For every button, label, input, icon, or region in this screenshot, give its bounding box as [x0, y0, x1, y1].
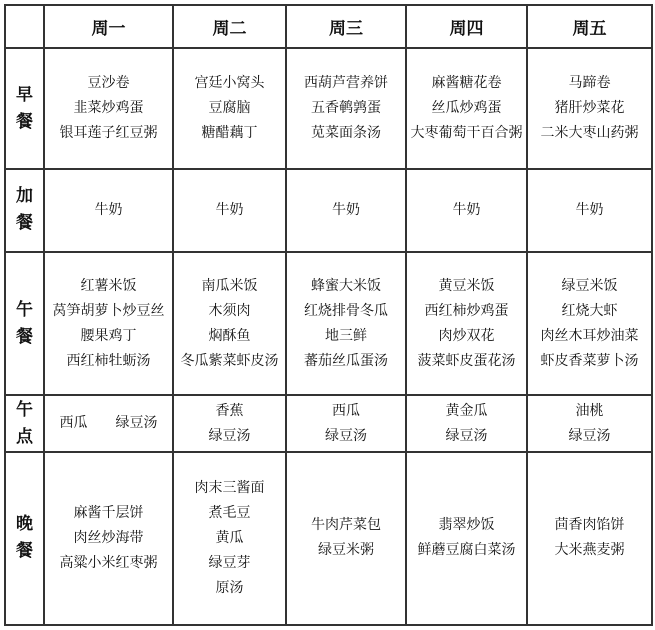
snack-pm-fri: [528, 396, 653, 452]
dish: 牛肉芹菜包: [311, 517, 381, 534]
dish: 绿豆汤: [208, 427, 251, 444]
meal-label-breakfast: 早 餐: [6, 49, 45, 170]
dish: 肉炒双花: [438, 327, 495, 344]
dish: 豆腐脑: [208, 100, 251, 117]
dinner-mon: [45, 453, 174, 626]
dinner-thu: [407, 453, 528, 626]
dish: 绿豆汤: [445, 427, 488, 444]
lunch-wed: [287, 253, 407, 397]
dish: 丝瓜炒鸡蛋: [431, 100, 502, 117]
day-header-wed: 周三: [287, 6, 407, 49]
snack-pm-tue: [174, 396, 287, 452]
dish: 银耳莲子红豆粥: [59, 125, 158, 142]
dish: 高粱小米红枣粥: [59, 554, 158, 571]
dish: 绿豆米饭: [561, 277, 618, 294]
snack-am-thu: [407, 170, 528, 253]
dish: 苋菜面条汤: [311, 125, 381, 142]
snack-am-fri: [528, 170, 653, 253]
dish: 麻酱糖花卷: [431, 75, 502, 92]
dish: 马蹄卷: [568, 75, 611, 92]
snack-pm-row: [6, 396, 653, 452]
corner-cell: [6, 6, 45, 49]
snack-pm-thu: [407, 396, 528, 452]
dinner-wed: [287, 453, 407, 626]
dish: 蕃茄丝瓜蛋汤: [304, 352, 388, 369]
snack-am-row: [6, 170, 653, 253]
dish: 肉丝炒海带: [73, 529, 144, 546]
lunch-thu: [407, 253, 528, 397]
dish: 牛奶: [452, 201, 481, 218]
day-header-thu: 周四: [407, 6, 528, 49]
dish: 二米大枣山药粥: [540, 125, 639, 142]
dish: 红烧排骨冬瓜: [304, 302, 388, 319]
dish: 菠菜虾皮蛋花汤: [417, 352, 516, 369]
day-header-mon: 周一: [45, 6, 174, 49]
dish: 西红柿炒鸡蛋: [424, 302, 509, 319]
dish: 西红柿牡蛎汤: [66, 352, 151, 369]
dish: 肉末三酱面: [194, 479, 265, 496]
breakfast-tue: [174, 49, 287, 170]
dish: 大米燕麦粥: [554, 542, 625, 559]
dish: 鲜蘑豆腐白菜汤: [417, 542, 516, 559]
dish: 大枣葡萄干百合粥: [410, 125, 523, 142]
snack-am-tue: [174, 170, 287, 253]
dish: 原汤: [215, 579, 244, 596]
dish: 红烧大虾: [561, 302, 618, 319]
lunch-row: [6, 253, 653, 397]
meal-label-lunch: 午 餐: [6, 253, 45, 397]
breakfast-row: [6, 49, 653, 170]
dish: 豆沙卷: [87, 75, 130, 92]
dish: 冬瓜紫菜虾皮汤: [180, 352, 279, 369]
dish: 香蕉: [215, 402, 244, 419]
breakfast-wed: [287, 49, 407, 170]
snack-pm-mon: [45, 396, 174, 452]
snack-am-mon: [45, 170, 174, 253]
lunch-mon: [45, 253, 174, 397]
snack-am-wed: [287, 170, 407, 253]
dinner-row: [6, 453, 653, 626]
dish: 西瓜: [59, 415, 88, 432]
dish: 牛奶: [575, 201, 604, 218]
dish: 虾皮香菜萝卜汤: [540, 352, 639, 369]
dish: 绿豆汤: [568, 427, 611, 444]
dish: 油桃: [575, 402, 604, 419]
dish: 茴香肉馅饼: [554, 517, 625, 534]
dish: 肉丝木耳炒油菜: [540, 327, 639, 344]
breakfast-mon: [45, 49, 174, 170]
dish: 翡翠炒饭: [438, 517, 495, 534]
dish: 蜂蜜大米饭: [311, 277, 381, 294]
dish: 煮毛豆: [208, 504, 251, 521]
dish: 地三鲜: [325, 327, 367, 344]
dish: 木须肉: [208, 302, 251, 319]
dish: 莴笋胡萝卜炒豆丝: [52, 302, 165, 319]
dish: 绿豆米粥: [318, 542, 374, 559]
lunch-tue: [174, 253, 287, 397]
snack-pm-wed: [287, 396, 407, 452]
dish: 牛奶: [94, 201, 123, 218]
dish: 西葫芦营养饼: [304, 75, 388, 92]
dish: 西瓜: [332, 402, 360, 419]
dish: 绿豆芽: [208, 554, 251, 571]
dish: 黄瓜: [215, 529, 244, 546]
dish: 麻酱千层饼: [73, 504, 144, 521]
dish: 黄金瓜: [445, 402, 488, 419]
dish: 糖醋藕丁: [201, 125, 258, 142]
dish: 牛奶: [215, 201, 244, 218]
dish: 焖酥鱼: [208, 327, 251, 344]
lunch-fri: [528, 253, 653, 397]
meal-label-snack-am: 加 餐: [6, 170, 45, 253]
dish: 红薯米饭: [80, 277, 137, 294]
dish: 黄豆米饭: [438, 277, 495, 294]
day-header-tue: 周二: [174, 6, 287, 49]
dish: 韭菜炒鸡蛋: [73, 100, 144, 117]
dish: 五香鹌鹑蛋: [311, 100, 381, 117]
breakfast-fri: [528, 49, 653, 170]
dinner-tue: [174, 453, 287, 626]
meal-label-dinner: 晚 餐: [6, 453, 45, 626]
dish: 猪肝炒菜花: [554, 100, 625, 117]
breakfast-thu: [407, 49, 528, 170]
dish: 宫廷小窝头: [194, 75, 265, 92]
dish: 腰果鸡丁: [80, 327, 137, 344]
header-row: [6, 6, 653, 49]
dish: 南瓜米饭: [201, 277, 258, 294]
meal-label-snack-pm: 午 点: [6, 396, 45, 452]
weekly-menu-table: [4, 4, 653, 626]
dish: 绿豆汤: [325, 427, 367, 444]
dinner-fri: [528, 453, 653, 626]
day-header-fri: 周五: [528, 6, 653, 49]
dish: 牛奶: [332, 201, 360, 218]
dish: 绿豆汤: [115, 415, 158, 432]
